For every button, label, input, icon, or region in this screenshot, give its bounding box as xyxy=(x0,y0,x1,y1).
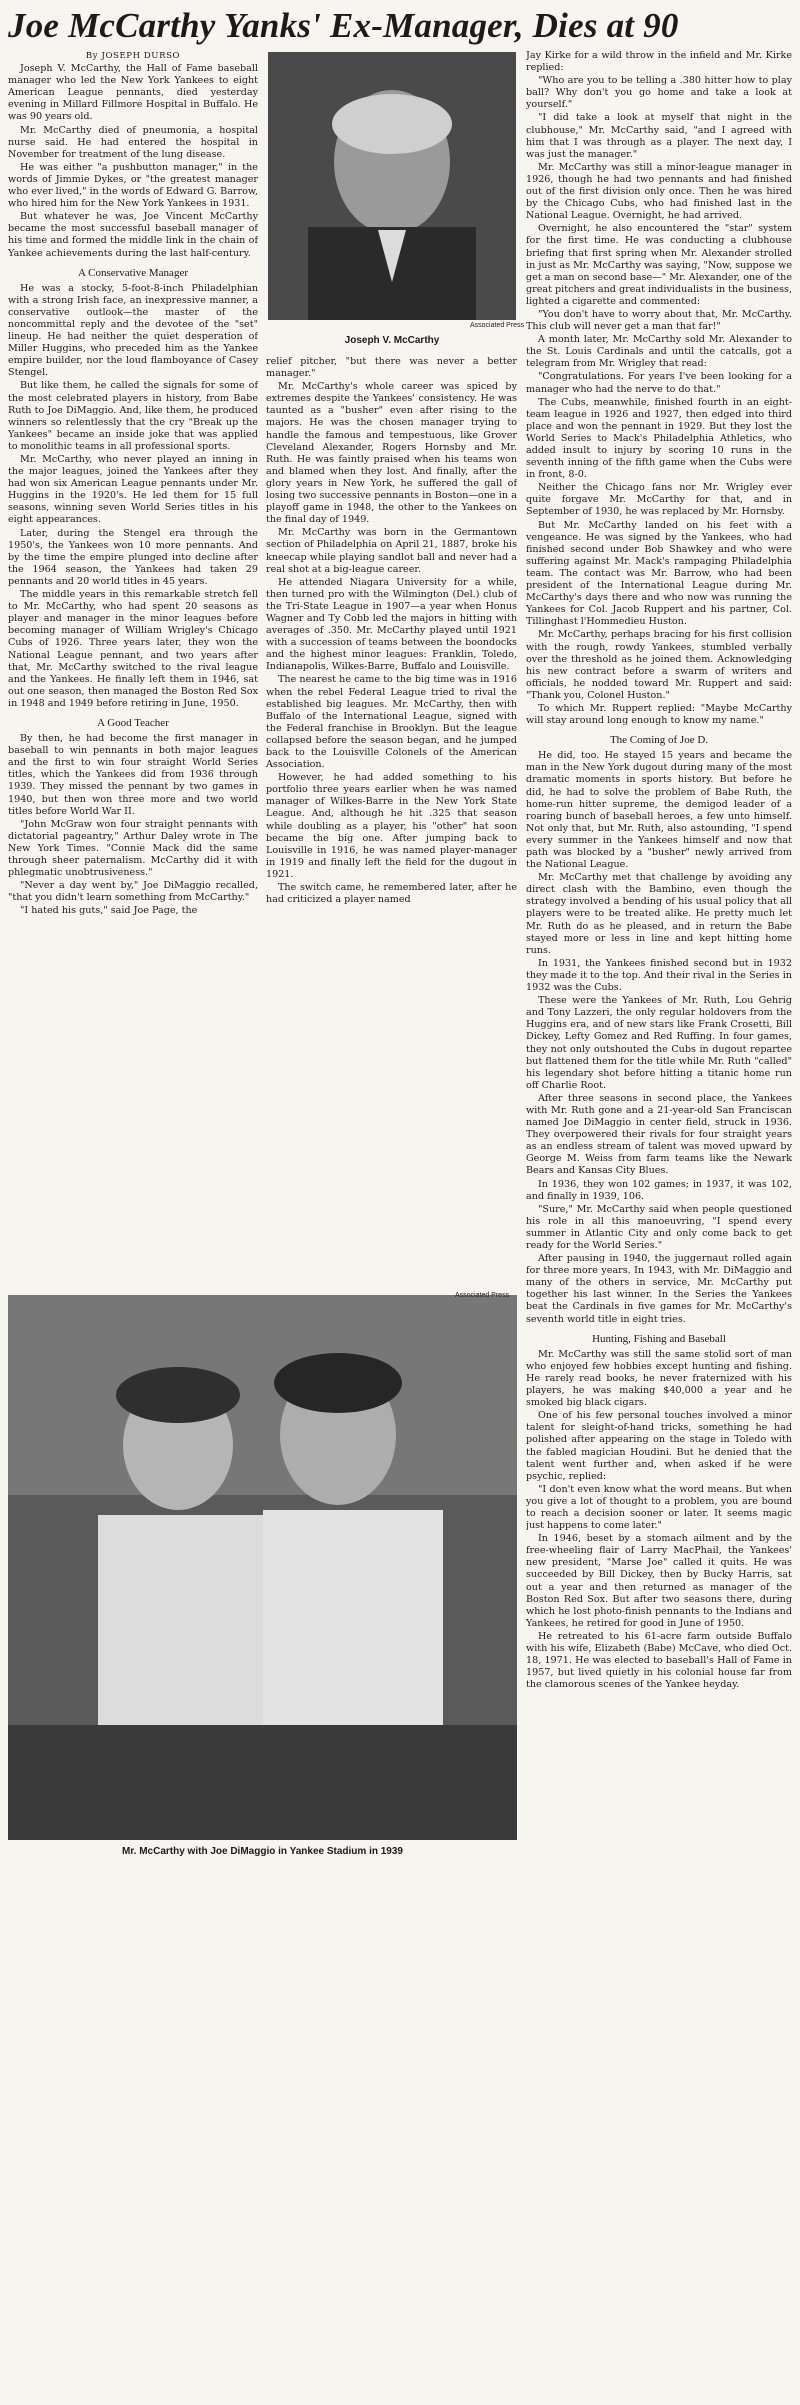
paragraph: Neither the Chicago fans nor Mr. Wrigley ever quite forgave Mr. McCarthy for that, and in September of 1930, he was replaced by Mr. Hornsby. xyxy=(526,482,792,518)
paragraph: Mr. McCarthy's whole career was spiced by extremes despite the Yankees' consistency. He was taunted as a "busher" even after rising to the majors. He was the chosen manager trying to handle the famous and tempestuous, like Grover Cleveland Alexander, Rogers Hornsby and Mr. Ruth. He was faintly praised when his teams won and blamed when they lost. And finally, after the glory years in New York, he suffered the gall of losing two successive pennants in Boston—one in a playoff game in 1948, the other to the Yankees on the final day of 1949. xyxy=(266,381,517,526)
paragraph: "Never a day went by," Joe DiMaggio recalled, "that you didn't learn something from McCarthy." xyxy=(8,880,258,904)
paragraph: But whatever he was, Joe Vincent McCarthy became the most successful baseball manager of his time and formed the middle link in the chain of Yankee achievements during the last half-century. xyxy=(8,211,258,259)
paragraph: Mr. McCarthy was still a minor-league manager in 1926, though he had two pennants and had finished out of the first division only once. Then he was hired by the Chicago Cubs, who had finished last in the National League. Overnight, he had arrived. xyxy=(526,161,792,222)
paragraph: Mr. McCarthy was still the same stolid sort of man who enjoyed few hobbies except hunting and fishing. He rarely read books, he never fraternized with his players, he was making $40,000 a year and he smoked big black cigars. xyxy=(526,1348,792,1409)
subheading: The Coming of Joe D. xyxy=(609,734,709,747)
paragraph: In 1931, the Yankees finished second but in 1932 they made it to the top. And their rival in the Series in 1932 was the Cubs. xyxy=(526,957,792,994)
portrait-photo xyxy=(268,52,516,320)
paragraph: Joseph V. McCarthy, the Hall of Fame baseball manager who led the New York Yankees to eight American League pennants, died yesterday evening in Millard Fillmore Hospital in Buffalo. He was 90 years old. xyxy=(8,63,258,123)
headline: Joe McCarthy Yanks' Ex-Manager, Dies at 90 xyxy=(8,6,679,45)
paragraph: Later, during the Stengel era through the 1950's, the Yankees won 10 more pennants. And by the time the empire plunged into decline after the 1964 season, the Yankees had taken 29 pennants and 20 world titles in 45 years. xyxy=(8,527,258,587)
article-column-2 xyxy=(266,356,517,1286)
paragraph: He retreated to his 61-acre farm outside Buffalo with his wife, Elizabeth (Babe) McCave, who died Oct. 18, 1971. He was elected to baseball's Hall of Fame in 1957, but lived quietly in his colonial house far from the clamorous scenes of the Yankee heyday. xyxy=(526,1630,792,1691)
paragraph: A month later, Mr. McCarthy sold Mr. Alexander to the St. Louis Cardinals and until the catcalls, got a telegram from Mr. Wrigley that read: xyxy=(526,334,792,370)
paragraph: But like them, he called the signals for some of the most celebrated players in history, from Babe Ruth to Joe DiMaggio. And, like them, he produced winners so relentlessly that the cry "Break up the Yankees" became an inside joke that was applied to monolithic teams in all professional sports. xyxy=(8,380,258,452)
paragraph: But Mr. McCarthy landed on his feet with a vengeance. He was signed by the Yankees, who had finished second under Bob Shawkey and who were suffering against Mr. Mack's rampaging Philadelphia team. The contact was Mr. Barrow, who had been president of the International League during Mr. McCarthy's days there and who now was running the Yankees for Col. Jacob Ruppert and his partner, Col. Tillinghast l'Hommedieu Huston. xyxy=(526,519,792,628)
paragraph: "You don't have to worry about that, Mr. McCarthy. This club will never get a man that far!" xyxy=(526,308,792,333)
paragraph: "I hated his guts," said Joe Page, the xyxy=(20,905,198,917)
paragraph: The switch came, he remembered later, after he had criticized a player named xyxy=(266,882,517,906)
paragraph: After three seasons in second place, the Yankees with Mr. Ruth gone and a 21-year-old San Franciscan named Joe DiMaggio in center field, struck in 1936. They overpowered their rivals for four straight years as an endless stream of talent was moved upward by George M. Weiss from farm teams like the Newark Bears and Kansas City Blues. xyxy=(526,1092,792,1177)
portrait-image xyxy=(268,52,516,320)
photo-credit: Associated Press xyxy=(455,1292,510,1299)
paragraph: The nearest he came to the big time was in 1916 when the rebel Federal League tried to rival the established big leagues. Mr. McCarthy, then with Buffalo of the International League, signed with the Federal franchise in Brooklyn. But the league collapsed before the season began, and he jumped back to the Louisville Colonels of the American Association. xyxy=(266,674,517,771)
photo-credit: Associated Press xyxy=(470,322,525,329)
paragraph: He did, too. He stayed 15 years and became the man in the New York dugout during many of the most dramatic moments in sports history. But before he did, he had to solve the problem of Babe Ruth, the home-run hitter supreme, the demigod leader of a roaring bunch of baseball heroes, a few unto himself. Not only that, but Mr. Ruth, also astounding, "I spend every summer in the Yankees himself and now that path was blocked by a "busher" newly arrived from the National League. xyxy=(526,750,792,871)
paragraph: However, he had added something to his portfolio three years earlier when he was named manager of Wilkes-Barre in the New York State League. And, although he hit .325 that season while doubling as a player, his "other" hat soon became the big one. After jumping back to Louisville in 1916, he was named player-manager in 1919 and finally left the field for the dugout in 1921. xyxy=(266,772,517,880)
photo-caption: Joseph V. McCarthy xyxy=(344,335,440,346)
dimaggio-image xyxy=(8,1295,517,1840)
paragraph: Jay Kirke for a wild throw in the infield and Mr. Kirke replied: xyxy=(526,50,792,74)
article-column-3 xyxy=(526,50,792,2400)
paragraph: After pausing in 1940, the juggernaut rolled again for three more years. In 1943, with Mr. DiMaggio and many of the others in service, Mr. McCarthy put together his last winner. In the Series the Yankees beat the Cardinals in five games for Mr. McCarthy's seventh world title in eight tries. xyxy=(526,1253,792,1325)
paragraph: The Cubs, meanwhile, finished fourth in an eight-team league in 1926 and 1927, then edged into third place and won the pennant in 1929. But they lost the World Series to Mack's Philadelphia Athletics, who added insult to injury by scoring 10 runs in the seventh inning of the fifth game when the Cubs were in front, 8-0. xyxy=(526,396,792,481)
paragraph: These were the Yankees of Mr. Ruth, Lou Gehrig and Tony Lazzeri, the only regular holdovers from the Huggins era, and of new stars like Frank Crosetti, Bill Dickey, Lefty Gomez and Red Ruffing. In four games, they not only outshouted the Cubs in dugout repartee but flattened them for the title while Mr. Ruth "called" his legendary shot before hitting a titanic home run off Charlie Root. xyxy=(526,995,792,1091)
paragraph: "Who are you to be telling a .380 hitter how to play ball? Why don't you go home and take a look at yourself." xyxy=(526,75,792,111)
paragraph: "John McGraw won four straight pennants with dictatorial pageantry," Arthur Daley wrote in The New York Times. "Connie Mack did the same through sheer paternalism. McCarthy did it with phlegmatic unobtrusiveness." xyxy=(8,818,258,879)
subheading: A Good Teacher xyxy=(97,716,169,729)
paragraph: Mr. McCarthy was born in the Germantown section of Philadelphia on April 21, 1887, broke his kneecap while playing sandlot ball and never had a real shot at a big-league career. xyxy=(266,527,517,575)
article-column-1 xyxy=(8,50,258,1300)
paragraph: In 1946, beset by a stomach ailment and by the free-wheeling flair of Larry MacPhail, the Yankees' new president, "Marse Joe" called it quits. He was succeeded by Bill Dickey, then by Bucky Harris, sat out a year and then returned as manager of the Boston Red Sox. But after two seasons there, during which he lost photo-finish pennants to the Indians and Yankees, he retired for good in June of 1950. xyxy=(526,1533,792,1629)
paragraph: Mr. McCarthy, perhaps bracing for his first collision with the rough, rowdy Yankees, stumbled verbally over the threshold as he joined them. Acknowledging his new contract before a swarm of writers and officials, he nodded toward Mr. Ruppert and said: "Thank you, Colonel Huston." xyxy=(526,629,792,701)
paragraph: "I don't even know what the word means. But when you give a lot of thought to a problem, you are bound to reach a decision sooner or later. It seems magic just happens to come later." xyxy=(526,1483,792,1532)
paragraph: "Sure," Mr. McCarthy said when people questioned his role in all this manoeuvring, "I spend every summer in Atlantic City and only come back to get ready for the World Series." xyxy=(526,1203,792,1251)
byline: By JOSEPH DURSO xyxy=(85,51,181,61)
paragraph: He was a stocky, 5-foot-8-inch Philadelphian with a strong Irish face, an inexpressive manner, a conservative outlook—the master of the noncommittal reply and the devotee of the "set" lineup. He had neither the quiet desperation of Miller Huggins, who preceded him as the Yankee empire builder, nor the loud flamboyance of Casey Stengel. xyxy=(8,282,258,379)
paragraph: In 1936, they won 102 games; in 1937, it was 102, and finally in 1939, 106. xyxy=(526,1178,792,1202)
paragraph: One of his few personal touches involved a minor talent for sleight-of-hand tricks, something he had polished after appearing on the stage in Toledo with the fabled magician Houdini. But he denied that the talent went further and, when asked if he were psychic, replied: xyxy=(526,1410,792,1482)
paragraph: relief pitcher, "but there was never a better manager." xyxy=(266,356,517,380)
photo-caption: Mr. McCarthy with Joe DiMaggio in Yankee Stadium in 1939 xyxy=(121,1846,403,1857)
subheading: Hunting, Fishing and Baseball xyxy=(592,1332,726,1345)
paragraph: Mr. McCarthy, who never played an inning in the major leagues, joined the Yankees after they had won six American League pennants under Mr. Huggins in the 1920's. He led them for 15 full seasons, winning seven World Series titles in his eight appearances. xyxy=(8,454,258,526)
paragraph: The middle years in this remarkable stretch fell to Mr. McCarthy, who had spent 20 seasons as player and manager in the minor leagues before becoming manager of William Wrigley's Chicago Cubs of 1926. Three years later, they won the National League pennant, and two years after that, Mr. McCarthy switched to the rival league and the Yankees. He finally left them in 1946, sat out one season, then managed the Boston Red Sox in 1948 and 1949 before retiring in June, 1950. xyxy=(8,589,258,709)
paragraph: He attended Niagara University for a while, then turned pro with the Wilmington (Del.) club of the Tri-State League in 1907—a year when Honus Wagner and Ty Cobb led the majors in hitting with averages of .350. Mr. McCarthy played until 1921 with a succession of teams between the boondocks and the highest minor leagues: Franklin, Toledo, Indianapolis, Wilkes-Barre, Buffalo and Louisville. xyxy=(266,576,517,673)
subheading: A Conservative Manager xyxy=(78,266,188,279)
paragraph: Overnight, he also encountered the "star" system for the first time. He was conducting a clubhouse briefing that first spring when Mr. Alexander strolled in just as Mr. McCarthy was saying, "Now, suppose we get a man on second base—" Mr. Alexander, one of the great pitchers and great individualists in the business, lighted a cigarette and commented: xyxy=(526,223,792,307)
paragraph: Mr. McCarthy met that challenge by avoiding any direct clash with the Bambino, even though the strategy involved a bending of his usual policy that all players were to be treated alike. He pretty much let Mr. Ruth do as he pleased, and in return the Babe stayed more or less in line and kept hitting home runs. xyxy=(526,872,792,956)
paragraph: He was either "a pushbutton manager," in the words of Jimmie Dykes, or "the greatest manager who ever lived," in the words of Edward G. Barrow, who hired him for the New York Yankees in 1931. xyxy=(8,161,258,210)
paragraph: "I did take a look at myself that night in the clubhouse," Mr. McCarthy said, "and I agreed with him that I was through as a player. The next day, I was just the manager." xyxy=(526,112,792,160)
paragraph: Mr. McCarthy died of pneumonia, a hospital nurse said. He had entered the hospital in November for treatment of the lung disease. xyxy=(8,124,258,160)
paragraph: To which Mr. Ruppert replied: "Maybe McCarthy will stay around long enough to know my name." xyxy=(526,702,792,727)
dimaggio-photo xyxy=(8,1295,517,1840)
paragraph: By then, he had become the first manager in baseball to win pennants in both major leagues and the first to win four straight World Series titles, which the Yankees did from 1936 through 1939. They missed the pennant by two games in 1940, but then won three more and two world titles before World War II. xyxy=(8,733,258,817)
paragraph: "Congratulations. For years I've been looking for a manager who had the nerve to do that." xyxy=(526,371,792,395)
